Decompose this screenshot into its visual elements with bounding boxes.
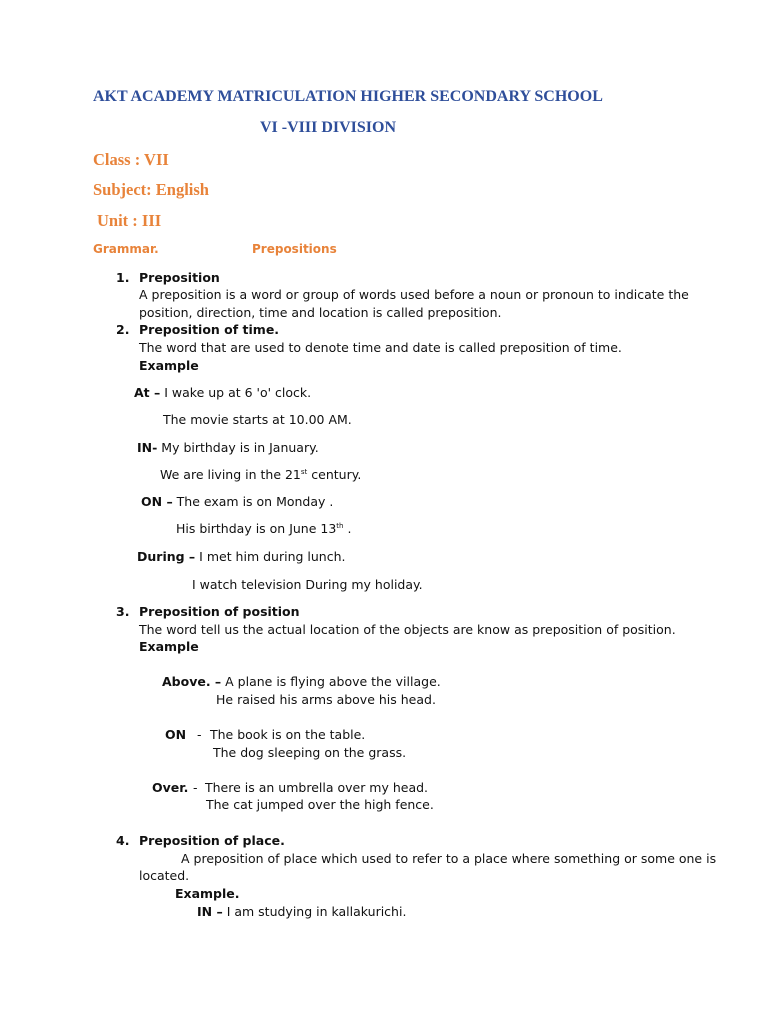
- example-during-label: During –: [137, 549, 196, 564]
- example-above-text-1: A plane is flying above the village.: [221, 674, 441, 689]
- example-at-label: At –: [134, 385, 161, 400]
- section-3-number: 3.: [116, 604, 130, 619]
- example-at-2: The movie starts at 10.00 AM.: [163, 412, 352, 427]
- division-title: VI -VIII DIVISION: [260, 119, 397, 136]
- example-above-label: Above. –: [162, 674, 222, 689]
- example-in-label: IN-: [137, 440, 158, 455]
- example-in-text-1: My birthday is in January.: [157, 440, 319, 455]
- example-on-position-1: The book is on the table.: [210, 727, 366, 742]
- section-1-title: Preposition: [139, 270, 220, 285]
- example-on-text-2: His birthday is on June 13: [176, 521, 337, 536]
- example-on-label: ON –: [141, 494, 173, 509]
- section-4-text-line-2: located.: [139, 868, 190, 883]
- ordinal-th: th: [336, 522, 344, 530]
- ordinal-st: st: [300, 468, 308, 476]
- section-2-title: Preposition of time.: [139, 322, 280, 337]
- section-4-title: Preposition of place.: [139, 833, 285, 848]
- example-on-position-label: ON: [165, 727, 187, 742]
- example-in-place-1: [197, 904, 406, 919]
- example-over-2: The cat jumped over the high fence.: [206, 797, 434, 812]
- grammar-label: Grammar.: [93, 242, 159, 256]
- example-during-text-1: I met him during lunch.: [195, 549, 346, 564]
- school-name: AKT ACADEMY MATRICULATION HIGHER SECONDARY SCHOOL: [93, 88, 603, 105]
- topic-label: Prepositions: [252, 242, 337, 256]
- example-on-position-dash: -: [197, 727, 202, 742]
- example-over-label: Over.: [152, 780, 189, 795]
- section-3-example-label: Example: [139, 639, 199, 654]
- class-label: Class : VII: [93, 150, 169, 169]
- section-3-title: Preposition of position: [139, 604, 300, 619]
- example-over-1: There is an umbrella over my head.: [205, 780, 429, 795]
- section-1-number: 1.: [116, 270, 130, 285]
- example-in-text-2-tail: century.: [307, 467, 362, 482]
- example-during-2: I watch television During my holiday.: [192, 577, 423, 592]
- example-during-1: [137, 549, 346, 564]
- unit-label: Unit : III: [97, 211, 162, 230]
- example-in-place-label: IN –: [197, 904, 223, 919]
- section-4-example-label: Example.: [175, 886, 240, 901]
- example-on-1: [141, 494, 333, 509]
- example-in-place-text-1: I am studying in kallakurichi.: [222, 904, 407, 919]
- example-on-text-1: The exam is on Monday .: [172, 494, 334, 509]
- example-above-1: [162, 674, 441, 689]
- example-over-dash: -: [193, 780, 198, 795]
- section-4-number: 4.: [116, 833, 130, 848]
- section-4-text-line-1: A preposition of place which used to refer to a place where something or some one is: [181, 851, 717, 866]
- section-1-text-line-2: position, direction, time and location is called preposition.: [139, 305, 502, 320]
- example-in-1: [137, 440, 319, 455]
- subject-label: Subject: English: [93, 180, 209, 199]
- example-on-position-2: The dog sleeping on the grass.: [213, 745, 407, 760]
- example-in-text-2: We are living in the 21: [160, 467, 301, 482]
- example-in-2: [160, 467, 361, 482]
- example-on-text-2-tail: .: [343, 521, 352, 536]
- section-1-text-line-1: A preposition is a word or group of words used before a noun or pronoun to indicate the: [139, 287, 689, 302]
- section-2-example-label: Example: [139, 358, 199, 373]
- section-2-number: 2.: [116, 322, 130, 337]
- section-3-definition: The word tell us the actual location of the objects are know as preposition of position.: [139, 622, 676, 637]
- section-2-definition: The word that are used to denote time and date is called preposition of time.: [139, 340, 622, 355]
- example-at-text-1: I wake up at 6 'o' clock.: [160, 385, 312, 400]
- example-above-2: He raised his arms above his head.: [216, 692, 436, 707]
- example-on-2: [176, 521, 351, 536]
- example-at-1: [134, 385, 311, 400]
